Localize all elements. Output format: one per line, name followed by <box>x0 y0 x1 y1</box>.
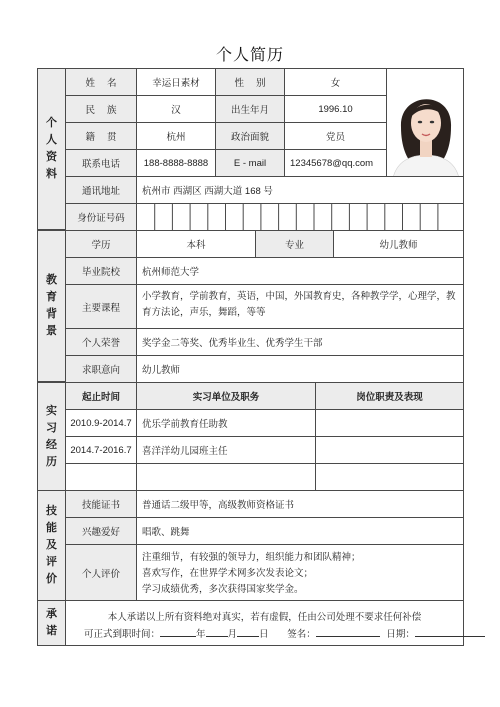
phone-value[interactable]: 188-8888-8888 <box>136 149 216 177</box>
name-label: 姓名 <box>65 68 137 96</box>
table-row-time[interactable]: 2010.9-2014.7 <box>65 409 137 437</box>
major-value[interactable]: 幼儿教师 <box>333 230 464 258</box>
date-label: 日期： <box>386 629 415 640</box>
month-label: 月 <box>227 629 238 640</box>
day-label: 日 <box>259 629 269 640</box>
col-duty-header: 岗位职责及表现 <box>315 382 464 410</box>
degree-value[interactable]: 本科 <box>136 230 256 258</box>
section-internship-label: 实习经历 <box>46 404 57 468</box>
table-row-duty[interactable] <box>315 436 464 464</box>
id-number-field[interactable] <box>136 203 464 231</box>
section-personal <box>37 68 66 230</box>
pledge-box <box>65 600 464 646</box>
section-pledge <box>37 600 66 646</box>
hobby-value[interactable]: 唱歌、跳舞 <box>136 517 464 545</box>
eval-line: 喜欢写作，在世界学术网多次发表论文； <box>142 568 314 579</box>
ethnicity-label: 民族 <box>65 95 137 123</box>
table-row-time[interactable] <box>65 463 137 491</box>
arrive-month-blank[interactable] <box>206 626 228 637</box>
section-skills-label: 技能及评价 <box>46 505 57 585</box>
phone-label: 联系电话 <box>65 149 137 177</box>
arrive-day-blank[interactable] <box>237 626 259 637</box>
eval-label: 个人评价 <box>65 544 137 601</box>
sign-label: 签名： <box>287 629 316 640</box>
year-label: 年 <box>196 629 206 640</box>
birth-label: 出生年月 <box>215 95 285 123</box>
gender-label: 性别 <box>215 68 285 96</box>
section-skills <box>37 490 66 601</box>
email-label: E - mail <box>215 149 285 177</box>
school-value[interactable]: 杭州师范大学 <box>136 257 464 285</box>
pledge-text: 本人承诺以上所有资料绝对真实，若有虚假，任由公司处理不要求任何补偿 <box>107 612 422 623</box>
date-blank[interactable] <box>415 626 485 637</box>
ethnicity-value[interactable]: 汉 <box>136 95 216 123</box>
address-label: 通讯地址 <box>65 176 137 204</box>
section-education <box>37 230 66 382</box>
major-label: 专业 <box>255 230 334 258</box>
degree-label: 学历 <box>65 230 137 258</box>
profile-photo <box>386 68 464 177</box>
arrive-label: 可正式到职时间： <box>84 629 161 640</box>
table-row-unit[interactable]: 优乐学前教育任助教 <box>136 409 316 437</box>
school-label: 毕业院校 <box>65 257 137 285</box>
eval-value[interactable] <box>136 544 464 601</box>
section-internship <box>37 382 66 491</box>
email-value[interactable]: 12345678@qq.com <box>284 149 387 177</box>
table-row-unit[interactable]: 喜洋洋幼儿园班主任 <box>136 436 316 464</box>
table-row-duty[interactable] <box>315 409 464 437</box>
intention-label: 求职意向 <box>65 355 137 383</box>
table-row-time[interactable]: 2014.7-2016.7 <box>65 436 137 464</box>
cert-label: 技能证书 <box>65 490 137 518</box>
signature-blank[interactable] <box>316 626 380 637</box>
table-row-unit[interactable] <box>136 463 316 491</box>
gender-value[interactable]: 女 <box>284 68 387 96</box>
eval-line: 注重细节，有较强的领导力，组织能力和团队精神； <box>142 552 361 563</box>
id-digit-boxes <box>137 204 463 230</box>
origin-label: 籍贯 <box>65 122 137 150</box>
honors-label: 个人荣誉 <box>65 328 137 356</box>
pledge-sign-line <box>84 626 485 640</box>
table-row-duty[interactable] <box>315 463 464 491</box>
section-education-label: 教育背景 <box>46 274 57 337</box>
cert-value[interactable]: 普通话二级甲等，高级教师资格证书 <box>136 490 464 518</box>
courses-label: 主要课程 <box>65 284 137 329</box>
hobby-label: 兴趣爱好 <box>65 517 137 545</box>
address-value[interactable]: 杭州市 西湖区 西湖大道 168 号 <box>136 176 464 204</box>
arrive-year-blank[interactable] <box>160 626 196 637</box>
avatar-icon <box>387 69 464 177</box>
origin-value[interactable]: 杭州 <box>136 122 216 150</box>
honors-value[interactable]: 奖学金二等奖、优秀毕业生、优秀学生干部 <box>136 328 464 356</box>
section-pledge-label: 承诺 <box>46 608 57 637</box>
resume-title: 个人简历 <box>215 47 284 64</box>
col-unit-header: 实习单位及职务 <box>136 382 316 410</box>
political-value[interactable]: 党员 <box>284 122 387 150</box>
section-personal-label: 个人资料 <box>46 117 57 180</box>
eval-line: 学习成绩优秀，多次获得国家奖学金。 <box>142 584 304 595</box>
birth-value[interactable]: 1996.10 <box>284 95 387 123</box>
courses-value[interactable]: 小学教育，学前教育，英语，中国，外国教育史，各种教学学，心理学，教育方法论，声乐，舞蹈，等等 <box>136 284 464 329</box>
id-label: 身份证号码 <box>65 203 137 231</box>
intention-value[interactable]: 幼儿教师 <box>136 355 464 383</box>
col-time-header: 起止时间 <box>65 382 137 410</box>
political-label: 政治面貌 <box>215 122 285 150</box>
name-value[interactable]: 幸运日素材 <box>136 68 216 96</box>
